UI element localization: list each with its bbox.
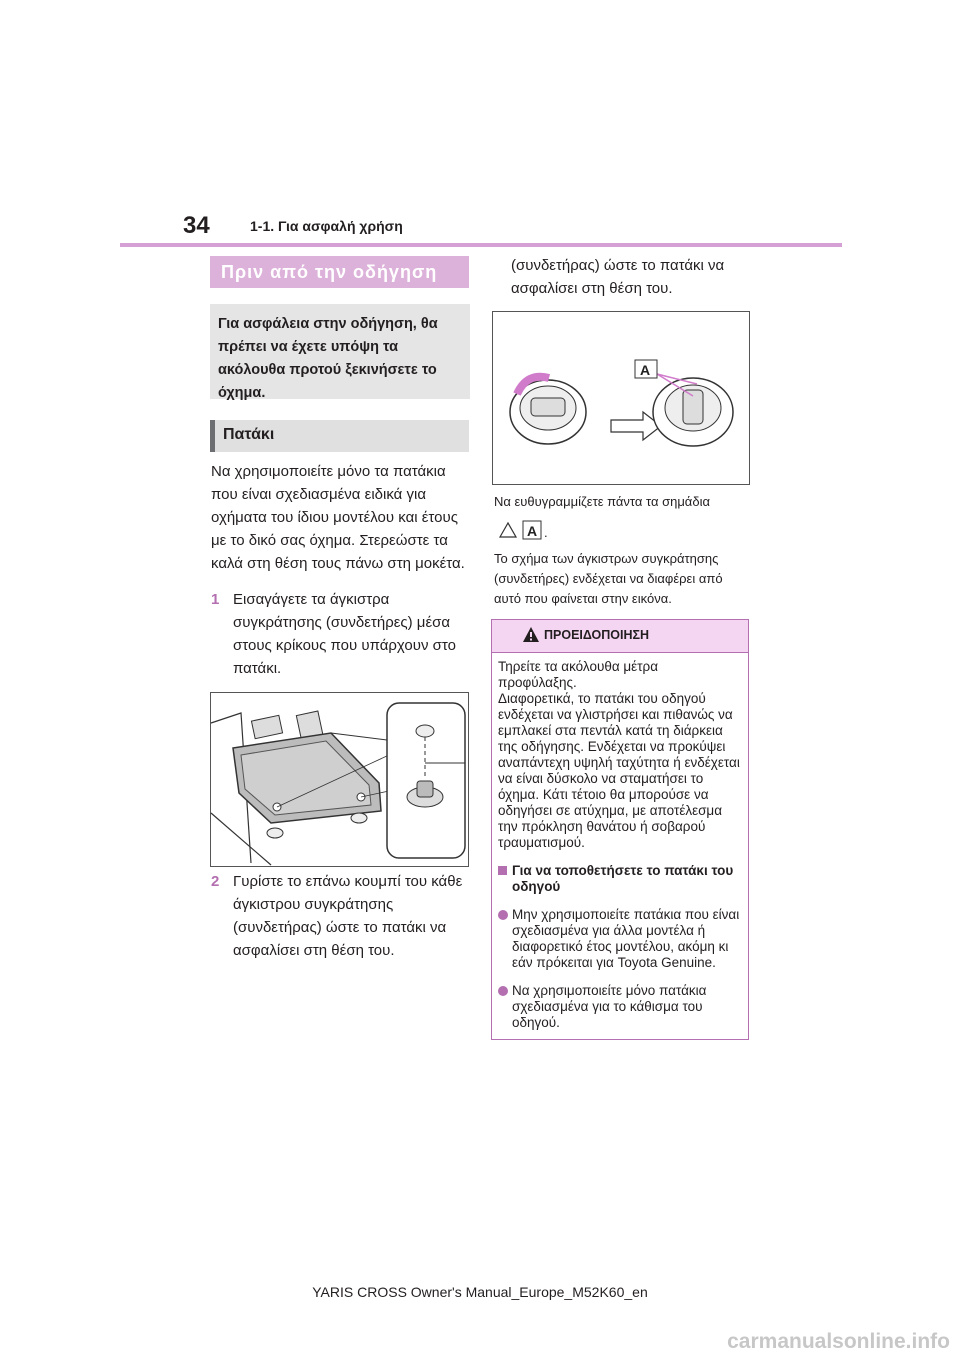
warning-triangle-icon <box>522 626 540 643</box>
warning-bullet-1-text: Μην χρησιμοποιείτε πατάκια που είναι σχεδιασμένα για άλλα μοντέλα ή διαφορετικό έτος μοντέλου, ακόμη κι εάν πρόκειται για Toyota Genuine. <box>512 907 740 970</box>
warning-bullet-2 <box>498 983 740 1031</box>
warning-title: ΠΡΟΕΙΔΟΠΟΙΗΣΗ <box>544 628 650 642</box>
warning-bullet-2-text: Να χρησιμοποιείτε μόνο πατάκια σχεδιασμένα για το κάθισμα του οδηγού. <box>512 983 707 1030</box>
square-bullet-icon <box>498 866 507 875</box>
page-number: 34 <box>183 212 210 239</box>
warning-intro: Τηρείτε τα ακόλουθα μέτρα προφύλαξης. <box>498 659 659 690</box>
intro-box <box>210 304 470 399</box>
watermark: carmanualsonline.info <box>727 1330 950 1353</box>
header-rule <box>120 243 842 247</box>
step-2 <box>211 870 473 959</box>
heading-marker <box>210 420 215 452</box>
floor-mat-figure <box>210 692 469 867</box>
hook-knob-figure <box>492 311 750 485</box>
floor-mat-illustration <box>211 693 468 866</box>
figure-label-a: A <box>640 362 651 378</box>
step-2-text: Γυρίστε το επάνω κουμπί του κάθε άγκιστρου συγκράτησης (συνδετήρας) ώστε το πατάκι να ασφαλίσει στη θέση του. <box>233 873 463 959</box>
intro-text: Για ασφάλεια στην οδήγηση, θα πρέπει να έχετε υπόψη τα ακόλουθα προτού ξεκινήσετε το όχημα. <box>218 316 438 401</box>
align-period: . <box>544 525 548 540</box>
before-driving-title-bar <box>210 256 469 288</box>
bullet-dot-icon <box>498 910 508 920</box>
footer-text: YARIS CROSS Owner's Manual_Europe_M52K60_en <box>312 1284 648 1300</box>
step-1-text: Εισαγάγετε τα άγκιστρα συγκράτησης (συνδετήρες) μέσα στους κρίκους που υπάρχουν στο πατάκι. <box>233 591 456 677</box>
caption-hook-shape: Το σχήμα των άγκιστρων συγκράτησης (συνδετήρες) ενδέχεται να διαφέρει από αυτό που φαίνεται στην εικόνα. <box>494 551 723 606</box>
warning-body <box>492 653 748 1031</box>
floor-mat-heading-bar <box>210 420 469 452</box>
triangle-mark-icon <box>496 519 566 541</box>
floor-mat-heading: Πατάκι <box>223 426 275 443</box>
section-title: 1-1. Για ασφαλή χρήση <box>250 218 403 234</box>
align-label-a: A <box>527 523 538 539</box>
warning-bullet-1 <box>498 907 740 971</box>
bullet-dot-icon <box>498 986 508 996</box>
before-driving-title: Πριν από την οδήγηση <box>221 262 438 282</box>
warning-subheading: Για να τοποθετήσετε το πατάκι του οδηγού <box>512 863 734 894</box>
caption-align-marks: Να ευθυγραμμίζετε πάντα τα σημάδια <box>494 494 710 509</box>
warning-box <box>491 619 749 1040</box>
warning-header <box>492 620 748 653</box>
hook-knob-illustration <box>493 312 749 484</box>
step-2-number: 2 <box>211 873 220 890</box>
step-1 <box>211 588 473 680</box>
warning-text: Διαφορετικά, το πατάκι του οδηγού ενδέχεται να γλιστρήσει και πιθανώς να εμπλακεί στα πεντάλ κατά τη διάρκεια της οδήγησης. Ενδέχεται να προκύψει αναπάντεχη υψηλή ταχύτητα ή ενδέχεται να είναι δύσκολο να σταματήσει το όχημα. Κάτι τέτοιο θα μπορούσε να οδηγήσει σε ατύχημα, με αποτέλεσμα την πρόκληση θανάτου ή σοβαρού τραυματισμού. <box>498 691 740 850</box>
step-1-number: 1 <box>211 591 220 608</box>
align-symbols <box>496 519 566 541</box>
floor-mat-paragraph: Να χρησιμοποιείτε μόνο τα πατάκια που είναι σχεδιασμένα ειδικά για οχήματα του ίδιου μοντέλου και έτους με το δικό σας όχημα. Στερεώστε τα καλά στη θέση τους πάνω στη μοκέτα. <box>211 463 465 572</box>
step-2-continuation: (συνδετήρας) ώστε το πατάκι να ασφαλίσει στη θέση του. <box>511 257 725 297</box>
warning-subheading-row <box>498 863 740 895</box>
